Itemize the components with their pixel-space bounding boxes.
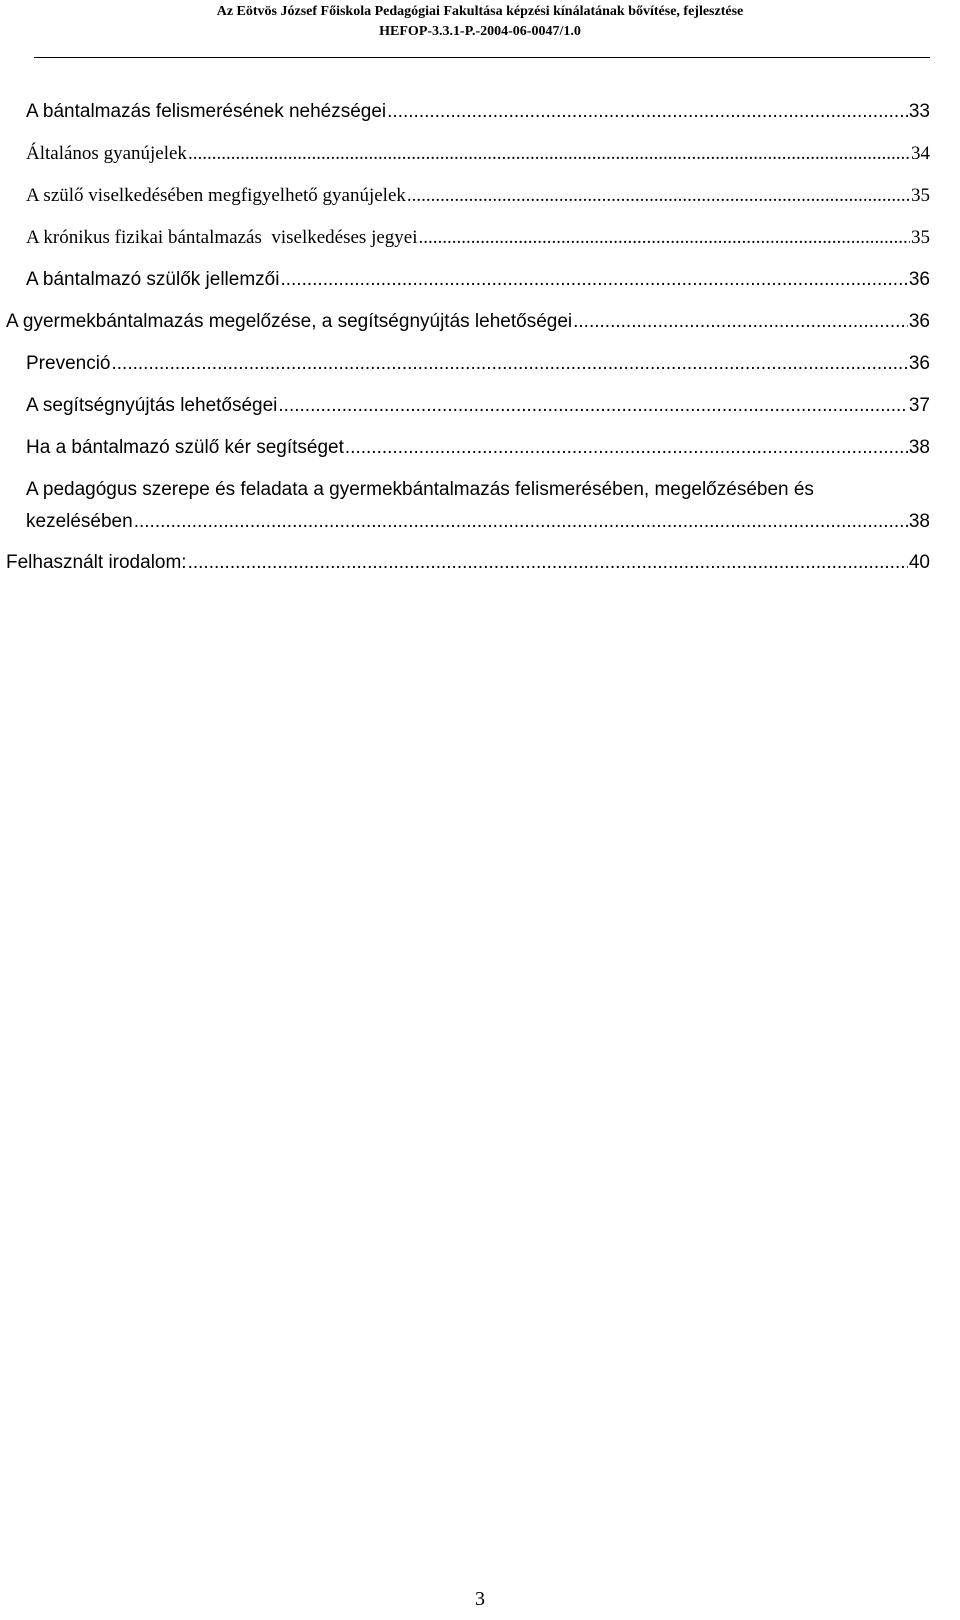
toc-leader (345, 436, 908, 460)
toc-entry[interactable] (26, 226, 930, 250)
toc-leader (188, 551, 908, 575)
toc-entry-page: 34 (911, 143, 930, 164)
toc-entry-title: Felhasznált irodalom: (6, 552, 187, 573)
toc-entry[interactable] (26, 100, 930, 124)
toc-entry[interactable] (26, 184, 930, 208)
header-line-2: HEFOP-3.3.1-P.-2004-06-0047/1.0 (379, 24, 581, 39)
toc-entry-title-line-1[interactable]: A pedagógus szerepe és feladata a gyermekbántalmazás felismerésében, megelőzésében és (26, 479, 814, 500)
toc-entry-title: Ha a bántalmazó szülő kér segítséget (26, 437, 344, 458)
toc-entry[interactable] (6, 551, 930, 575)
toc-entry-title: A szülő viselkedésében megfigyelhető gyanújelek (26, 185, 406, 206)
toc-leader (112, 352, 908, 376)
toc-entry-title: kezelésében (26, 511, 133, 532)
toc-entry-page: 36 (908, 353, 930, 374)
toc-entry[interactable] (26, 352, 930, 376)
toc-entry-title: Prevenció (26, 353, 111, 374)
toc-entry-page: 38 (908, 437, 930, 458)
toc-entry-page: 36 (908, 311, 930, 332)
toc-entry[interactable] (6, 310, 930, 334)
header-rule (34, 57, 930, 58)
toc-leader (278, 394, 907, 418)
toc-entry-title: A bántalmazás felismerésének nehézségei (26, 101, 387, 122)
toc-entry[interactable] (26, 142, 930, 166)
toc-entry-title: A krónikus fizikai bántalmazás viselkedéses jegyei (26, 227, 418, 248)
toc-entry-page: 37 (908, 395, 930, 416)
toc-entry-title: A bántalmazó szülők jellemzői (26, 269, 280, 290)
toc-entry-title: A segítségnyújtás lehetőségei (26, 395, 278, 416)
document-header (0, 2, 960, 42)
toc-entry-page: 35 (911, 227, 930, 248)
page-number: 3 (475, 1588, 485, 1610)
toc-leader (419, 226, 911, 250)
toc-entry-title: A gyermekbántalmazás megelőzése, a segítségnyújtás lehetőségei (6, 311, 573, 332)
toc-entry-page: 33 (908, 101, 930, 122)
toc-entry-page: 40 (908, 552, 930, 573)
toc-entry-page: 38 (908, 511, 930, 532)
toc-entry[interactable] (26, 394, 930, 418)
toc-entry-title: Általános gyanújelek (26, 143, 187, 164)
header-line-1: Az Eötvös József Főiskola Pedagógiai Fakultása képzési kínálatának bővítése, fejlesztése (216, 4, 744, 19)
toc-leader (134, 510, 908, 534)
toc-entry-page: 36 (908, 269, 930, 290)
toc-leader (188, 142, 910, 166)
toc-entry-page: 35 (911, 185, 930, 206)
toc-leader (280, 268, 907, 292)
toc-leader (407, 184, 910, 208)
toc-entry[interactable] (26, 268, 930, 292)
toc-entry[interactable] (26, 510, 930, 534)
toc-entry[interactable] (26, 436, 930, 460)
toc-leader (387, 100, 908, 124)
toc-leader (573, 310, 908, 334)
